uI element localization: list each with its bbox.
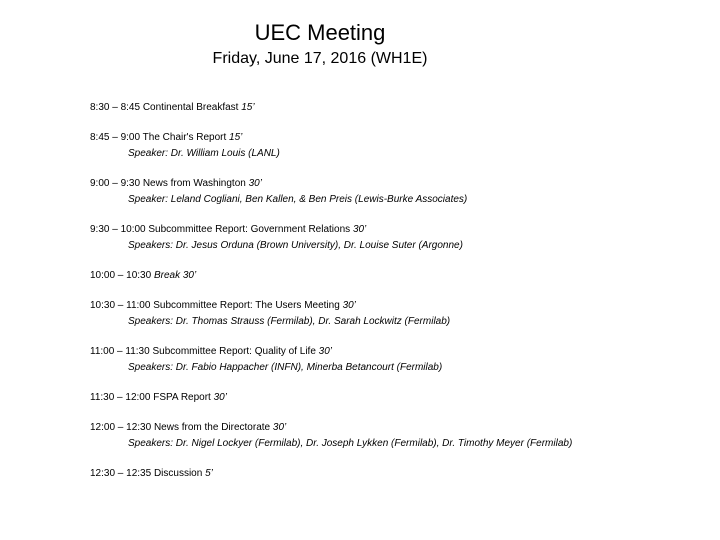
agenda-item — [90, 100, 710, 116]
agenda-item — [90, 344, 710, 376]
page-title: UEC Meeting — [254, 20, 386, 45]
slide-header — [0, 20, 640, 70]
agenda-title: Subcommittee Report: The Users Meeting — [153, 300, 340, 311]
agenda-time: 9:30 – 10:00 — [90, 224, 146, 235]
agenda-item-line — [90, 344, 710, 360]
agenda-title: Discussion — [153, 468, 203, 479]
agenda-duration: 30’ — [272, 422, 287, 433]
agenda-time: 11:00 – 11:30 — [90, 346, 150, 357]
agenda-time: 12:00 – 12:30 — [90, 422, 152, 433]
agenda-item-line — [90, 390, 710, 406]
agenda-item-line — [90, 130, 710, 146]
agenda-item-line — [90, 100, 710, 116]
page-subtitle: Friday, June 17, 2016 (WH1E) — [212, 50, 428, 67]
agenda-time: 10:00 – 10:30 — [90, 270, 152, 281]
agenda-time: 8:45 – 9:00 — [90, 132, 141, 143]
agenda-speakers: Speakers: Dr. Fabio Happacher (INFN), Minerba Betancourt (Fermilab) — [128, 362, 443, 373]
agenda-item — [90, 420, 710, 452]
agenda-duration: 30’ — [248, 178, 262, 189]
agenda-item — [90, 390, 710, 406]
agenda-item-line — [90, 268, 710, 284]
agenda-speakers: Speakers: Dr. Jesus Orduna (Brown University), Dr. Louise Suter (Argonne) — [128, 240, 463, 251]
agenda-time: 12:30 – 12:35 — [90, 468, 152, 479]
agenda-title: News from the Directorate — [153, 422, 271, 433]
agenda-duration: 15’ — [241, 102, 255, 113]
agenda-speakers: Speakers: Dr. Thomas Strauss (Fermilab), Dr. Sarah Lockwitz (Fermilab) — [128, 316, 451, 327]
agenda-duration: 30’ — [213, 392, 227, 403]
agenda-time: 11:30 – 12:00 — [90, 392, 151, 403]
agenda-duration: 30’ — [182, 270, 197, 281]
agenda-item-line — [90, 466, 710, 482]
agenda-duration: 30’ — [318, 346, 333, 357]
agenda-title: FSPA Report — [153, 392, 211, 403]
agenda-list — [90, 100, 710, 496]
agenda-title: Continental Breakfast — [142, 102, 239, 113]
agenda-time: 10:30 – 11:00 — [90, 300, 151, 311]
agenda-speakers: Speaker: Leland Cogliani, Ben Kallen, & Ben Preis (Lewis-Burke Associates) — [128, 194, 468, 205]
agenda-item-line — [90, 222, 710, 238]
agenda-title: Subcommittee Report: Quality of Life — [152, 346, 316, 357]
agenda-item — [90, 222, 710, 254]
agenda-item — [90, 466, 710, 482]
agenda-title: Subcommittee Report: Government Relations — [148, 224, 351, 235]
agenda-title: News from Washington — [142, 178, 246, 189]
agenda-item-line — [90, 298, 710, 314]
agenda-duration: 30’ — [342, 300, 356, 311]
agenda-item — [90, 298, 710, 330]
agenda-time: 8:30 – 8:45 — [90, 102, 141, 113]
agenda-duration: 15’ — [229, 132, 243, 143]
agenda-item — [90, 268, 710, 284]
agenda-duration: 5’ — [205, 468, 213, 479]
agenda-item-line — [90, 420, 710, 436]
agenda-item — [90, 176, 710, 208]
agenda-title: Break — [153, 270, 181, 281]
agenda-time: 9:00 – 9:30 — [90, 178, 141, 189]
agenda-item — [90, 130, 710, 162]
agenda-item-line — [90, 176, 710, 192]
agenda-speakers: Speakers: Dr. Nigel Lockyer (Fermilab), Dr. Joseph Lykken (Fermilab), Dr. Timothy Meyer (Fermilab) — [128, 438, 573, 449]
agenda-title: The Chair's Report — [142, 132, 227, 143]
agenda-speakers: Speaker: Dr. William Louis (LANL) — [128, 148, 280, 159]
agenda-duration: 30’ — [352, 224, 367, 235]
